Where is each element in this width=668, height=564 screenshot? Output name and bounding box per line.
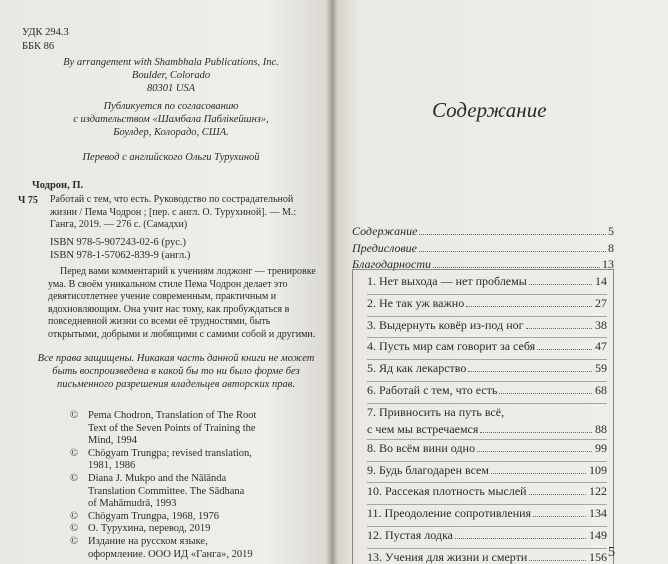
row-divider (367, 403, 607, 404)
toc-page-number: 14 (595, 274, 607, 288)
toc-entry-label: 12. Пустая лодка (367, 527, 453, 542)
toc-chapter-entry (367, 484, 607, 504)
copyright-symbol: © (70, 535, 78, 547)
toc-entry-label: 4. Пусть мир сам говорит за себя (367, 339, 536, 354)
translator-note: Перевод с английского Ольги Турухиной (82, 152, 260, 163)
arrangement-line: By arrangement with Shambhala Publications, Inc. (63, 57, 279, 68)
toc-page-number: 134 (589, 506, 607, 521)
copyright-text: Pema Chodron, Translation of The Root Text of the Seven Points of Training the Mind, 1994 (88, 410, 257, 447)
copyright-symbol: © (70, 447, 78, 459)
toc-chapter-entry (367, 506, 607, 526)
toc-chapter-entry (367, 550, 607, 564)
toc-page-number: 149 (589, 527, 607, 542)
row-divider (367, 504, 607, 505)
copyright-item (70, 447, 316, 473)
toc-entry-label: 1. Нет выхода — нет проблемы (367, 274, 527, 288)
toc-entry-continuation (367, 422, 607, 439)
toc-entry-label: 8. Во всём вини одно (367, 440, 475, 455)
toc-entry-label: 9. Будь благодарен всем (367, 462, 489, 477)
annotation-paragraph: Перед вами комментарий к учениям лоджонг — тренировке ума. В своём уникальном стиле Пема Чодрон делает это девятисотлетнее учение современным, практичным и вдохновляющим. Она учит нас тому, как пробуждаться в повседневной жизни со всеми её трудностями, быть открытыми, добрыми и любящими с самими собой и другими. (48, 266, 316, 340)
isbn-block (50, 236, 190, 262)
contents-title: Содержание (432, 98, 547, 122)
toc-entry-label: 7. Привносить на путь всё, (367, 404, 505, 419)
toc-page-number: 88 (595, 421, 607, 436)
publishing-line: Боулдер, Колорадо, США. (113, 127, 229, 138)
toc-chapter-entry (367, 361, 607, 381)
toc-page-number: 38 (595, 317, 607, 332)
row-divider (367, 482, 607, 483)
book-gutter (326, 0, 338, 564)
dot-leader (529, 560, 586, 561)
copyright-item (70, 410, 316, 448)
left-page (0, 0, 332, 564)
classification-codes (22, 26, 69, 54)
chapters-box (352, 269, 614, 564)
toc-chapter-entry (367, 441, 607, 461)
toc-chapter-entry (367, 383, 607, 403)
row-divider (367, 337, 607, 338)
toc-chapter-entry (367, 405, 607, 439)
dot-leader (455, 538, 586, 539)
toc-entry-label: 13. Учения для жизни и смерти (367, 549, 528, 564)
isbn-english: ISBN 978-1-57062-839-9 (англ.) (50, 250, 191, 261)
copyright-symbol: © (70, 410, 78, 421)
arrangement-line: Boulder, Colorado (131, 70, 211, 81)
page-number: 5 (608, 545, 615, 560)
toc-page-number: 47 (595, 339, 607, 354)
copyright-text: Chögyam Trungpa; revised translation, 1981, 1986 (88, 447, 252, 472)
toc-page-number: 59 (595, 361, 607, 376)
toc-chapter-entry (367, 339, 607, 359)
copyright-symbol: © (70, 523, 78, 535)
dot-leader (419, 251, 606, 252)
dot-leader (468, 371, 592, 372)
toc-chapter-entry (367, 318, 607, 338)
dot-leader (526, 328, 592, 329)
copyright-text: Chögyam Trungpa, 1968, 1976 (88, 510, 219, 522)
toc-front-entry (352, 241, 614, 258)
udk-code: УДК 294.3 (22, 27, 69, 38)
rights-notice: Все права защищены. Никакая часть данной книги не может быть воспроизведена в какой бы то ни было форме без письменного разрешения владельцев авторских прав. (37, 353, 315, 390)
toc-page-number: 5 (608, 224, 614, 238)
toc-page-number: 13 (602, 257, 614, 271)
toc-entry-label: 11. Преодоление сопротивления (367, 506, 532, 521)
row-divider (367, 548, 607, 549)
dot-leader (529, 494, 586, 495)
publishing-line: Публикуется по согласованию (103, 101, 239, 112)
dot-leader (533, 516, 586, 517)
author-heading: Чодрон, П. (32, 180, 84, 191)
copyright-item (70, 510, 316, 524)
toc-chapter-entry (367, 296, 607, 316)
row-divider (367, 359, 607, 360)
toc-page-number: 99 (595, 440, 607, 455)
toc-page-number: 8 (608, 240, 614, 255)
toc-page-number: 68 (595, 382, 607, 397)
row-divider (367, 461, 607, 462)
copyright-item (70, 535, 316, 561)
toc-page-number: 109 (589, 462, 607, 477)
row-divider (367, 316, 607, 317)
row-divider (367, 526, 607, 527)
dot-leader (499, 393, 592, 394)
publishing-note (36, 100, 306, 139)
arrangement-line: 80301 USA (146, 83, 196, 94)
toc-entry-label-line2: с чем мы встречаемся (367, 421, 479, 436)
bbk-code: ББК 86 (22, 41, 55, 52)
toc-chapter-entry (367, 274, 607, 294)
toc-entry-label: 6. Работай с тем, что есть (367, 382, 498, 397)
copyright-symbol: © (70, 472, 78, 484)
copyright-list (70, 410, 316, 561)
bibliographic-description: Работай с тем, что есть. Руководство по сострадательной жизни / Пема Чодрон ; [пер. с англ. О. Турухиной]. — М.: Ганга, 2019. — 276 с. (Самадхи) (50, 194, 297, 230)
arrangement-note (36, 56, 306, 95)
toc-entry-label: 10. Рассекая плотность мыслей (367, 484, 527, 499)
dot-leader (466, 306, 592, 307)
dot-leader (537, 349, 592, 350)
toc-entry-label: Предисловие (352, 240, 418, 255)
dot-leader (491, 473, 586, 474)
copyright-symbol: © (70, 510, 78, 522)
toc-chapter-entry (367, 463, 607, 483)
front-matter-list (352, 224, 614, 274)
dot-leader (477, 451, 592, 452)
toc-entry-label: Содержание (352, 224, 418, 238)
isbn-russian: ISBN 978-5-907243-02-6 (рус.) (50, 237, 187, 248)
publishing-line: с издательством «Шамбала Паблікейшнз», (73, 114, 269, 125)
row-divider (367, 439, 607, 440)
toc-entry-label: 5. Яд как лекарство (367, 361, 467, 376)
toc-page-number: 156 (589, 549, 607, 564)
dot-leader (419, 234, 606, 235)
copyright-item (70, 523, 316, 536)
copyright-text: О. Турухина, перевод, 2019 (88, 523, 211, 535)
copyright-text: Diana J. Mukpo and the Nālānda Translation Committee. The Sādhana of Mahāmudrā, 1993 (88, 472, 245, 510)
dot-leader (529, 284, 592, 285)
toc-entry-label: Благодарности (352, 257, 431, 271)
row-divider (367, 294, 607, 295)
dot-leader (433, 267, 600, 268)
library-code: Ч 75 (18, 195, 38, 206)
copyright-text: Издание на русском языке, оформление. ООО ИД «Ганга», 2019 (88, 535, 253, 560)
toc-chapter-entry (367, 528, 607, 548)
copyright-item (70, 472, 316, 511)
row-divider (367, 381, 607, 382)
toc-page-number: 122 (589, 484, 607, 499)
toc-front-entry (352, 224, 614, 241)
toc-page-number: 27 (595, 295, 607, 310)
toc-entry-label: 2. Не так уж важно (367, 295, 465, 310)
toc-entry-label: 3. Выдернуть ковёр из-под ног (367, 317, 524, 332)
dot-leader (480, 432, 592, 433)
